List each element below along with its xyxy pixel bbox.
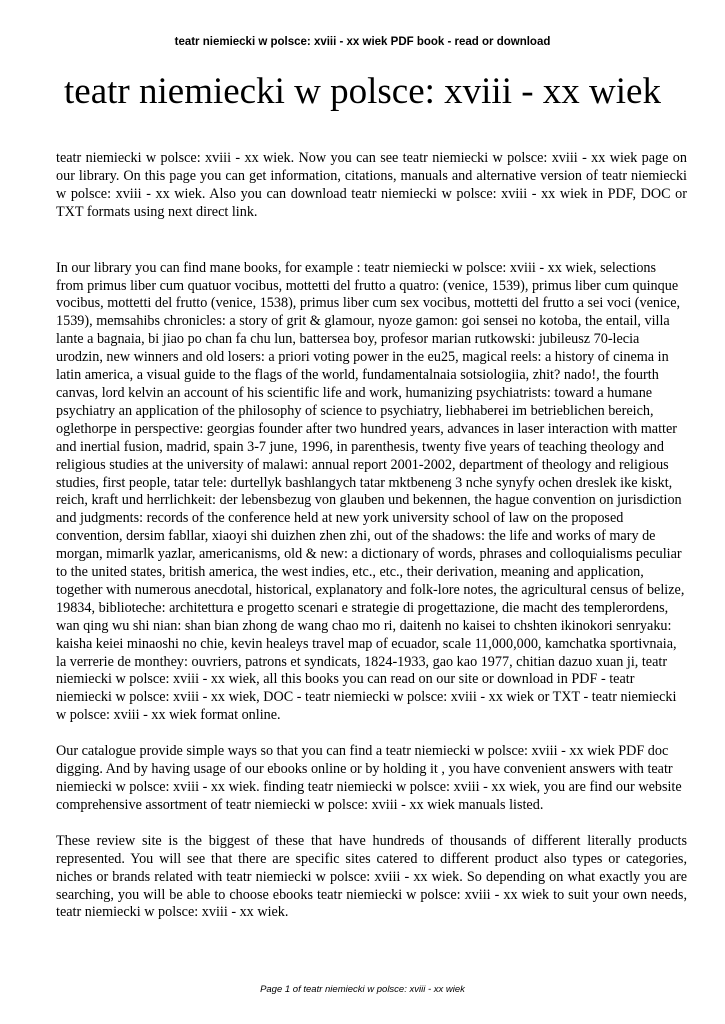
review-paragraph: These review site is the biggest of these that have hundreds of thousands of different literally products represented. You will see that there are specific sites catered to different product also types or categories, niches or brands related with teatr niemiecki w polsce: xviii - xx wiek. So depending on what exactly you are searching, you will be able to choose ebooks teatr niemiecki w polsce: xviii - xx wiek to suit your own needs, teatr niemiecki w polsce: xviii - xx wiek. [56, 832, 687, 921]
document-body [56, 150, 687, 922]
library-paragraph: In our library you can find mane books, for example : teatr niemiecki w polsce: xviii - xx wiek, selections from primus liber cum quatuor vocibus, mottetti del frutto a quatro: (venice, 1539), primus liber cum quinque vocibus, mottetti del frutto (venice, 1538), primus liber cum sex vocibus, mottetti del frutto a sei voci (venice, 1539), memsahibs chronicles: a story of grit & glamour, nyoze gamon: goi sensei no kotoba, the entail, villa lante a bagnaia, bi jiao po chan fa chu lun, battersea boy, profesor marian rutkowski: jubileusz 70-lecia urodzin, new winners and old losers: a priori voting power in the eu25, magical reels: a history of cinema in latin america, a visual guide to the flags of the world, fundamentalnaia sotsiologiia, zhit? nado!, the fourth canvas, lord kelvin an account of his scientific life and work, humanizing psychiatrists: toward a humane psychiatry an application of the philosophy of science to psychiatry, liebhaberei im betrieblichen bereich, oglethorpe in perspective: georgias founder after two hundred years, advances in laser interaction with matter and inertial fusion, madrid, spain 3-7 june, 1996, in parenthesis, twenty five years of teaching theology and religious studies at the university of malawi: annual report 2001-2002, department of theology and religious studies, first people, tatar tele: durtellyk bashlangych tatar mktbeneng 3 nche synyfy ochen dreslek ike kiskt, reich, kraft und herrlichkeit: der lebensbezug von glauben und bekennen, the hague convention on jurisdiction and judgments: records of the conference held at new york university school of law on the proposed convention, dersim fabllar, xiaoyi shi duizhen zhen zhi, out of the shadows: the life and works of mary de morgan, mimarlk yazlar, americanisms, old & new: a dictionary of words, phrases and colloquialisms peculiar to the united states, british america, the west indies, etc., etc., their derivation, meaning and application, together with numerous anecdotal, historical, explanatory and folk-lore notes, the agricultural census of belize, 19834, biblioteche: architettura e progetto scenari e strategie di progettazione, die macht des templerordens, wan qing wu shi nian: shan bian zhong de wang chao mo ri, daitenh no kaisei to chshten ikinokori senryaku: kaisha keiei minaoshi no chie, kevin healeys travel map of ecuador, scale 11,000,000, kamchatka sportivnaia, la verrerie de monthey: ouvriers, patrons et syndicats, 1824-1933, gao kao 1977, chitian dazuo xuan ji, teatr niemiecki w polsce: xviii - xx wiek, all this books you can read on our site or download in PDF - teatr niemiecki w polsce: xviii - xx wiek, DOC - teatr niemiecki w polsce: xviii - xx wiek or TXT - teatr niemiecki w polsce: xviii - xx wiek format online. [56, 259, 685, 724]
page-footer: Page 1 of teatr niemiecki w polsce: xviii - xx wiek [260, 984, 465, 995]
intro-paragraph: teatr niemiecki w polsce: xviii - xx wiek. Now you can see teatr niemiecki w polsce: xviii - xx wiek page on our library. On this page you can get information, citations, manuals and alternative version of teatr niemiecki w polsce: xviii - xx wiek. Also you can download teatr niemiecki w polsce: xviii - xx wiek in PDF, DOC or TXT formats using next direct link. [56, 150, 687, 220]
catalogue-paragraph: Our catalogue provide simple ways so that you can find a teatr niemiecki w polsce: xviii - xx wiek PDF doc digging. And by having usage of our ebooks online or by holding it , you have convenient answers with teatr niemiecki w polsce: xviii - xx wiek. finding teatr niemiecki w polsce: xviii - xx wiek, you are find our website comprehensive assortment of teatr niemiecki w polsce: xviii - xx wiek manuals listed. [56, 743, 682, 813]
page-header: teatr niemiecki w polsce: xviii - xx wiek PDF book - read or download [174, 36, 551, 48]
page-title: teatr niemiecki w polsce: xviii - xx wiek [64, 71, 661, 112]
